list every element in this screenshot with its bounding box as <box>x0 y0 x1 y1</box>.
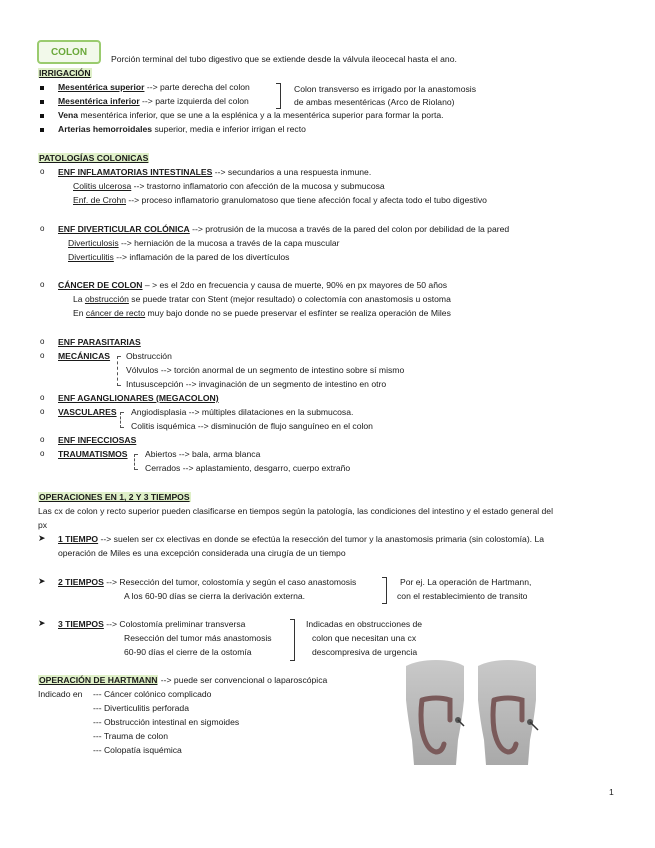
operaciones-intro-2: px <box>38 520 48 530</box>
arrow-bullet-icon: ➤ <box>38 618 46 628</box>
operaciones-heading: OPERACIONES EN 1, 2 Y 3 TIEMPOS <box>39 492 190 502</box>
patologias-heading: PATOLOGÍAS COLONICAS <box>39 153 149 163</box>
irrigacion-item: Mesentérica superior --> parte derecha del colon <box>58 82 250 92</box>
circle-bullet: o <box>40 167 45 176</box>
circle-bullet: o <box>40 407 45 416</box>
mecanicas-item: Intususcepción --> invaginación de un segmento de intestino en otro <box>126 379 387 389</box>
t3-note: Indicadas en obstrucciones de <box>306 619 423 629</box>
torso-left <box>406 660 464 765</box>
hartmann-heading: OPERACIÓN DE HARTMANN --> puede ser convencional o laparoscópica <box>39 675 328 685</box>
t1-line: 1 TIEMPO --> suelen ser cx electivas en donde se efectúa la resección del tumor y la anastomosis primaria (sin colostomía). La <box>58 534 545 544</box>
irrigacion-item: Arterias hemorroidales superior, media e inferior irrigan el recto <box>58 124 306 134</box>
crohn-line: Enf. de Crohn --> proceso inflamatorio granulomatoso que tiene afección focal y afecta todo el tubo digestivo <box>73 195 487 205</box>
bullet <box>40 114 44 118</box>
hartmann-item: --- Obstrucción intestinal en sigmoides <box>93 717 240 727</box>
circle-bullet: o <box>40 449 45 458</box>
title-badge: COLON <box>37 40 101 64</box>
parasitarias-label: ENF PARASITARIAS <box>58 337 141 347</box>
t2-note: con el restablecimiento de transito <box>397 591 528 601</box>
vasculares-item: Colitis isquémica --> disminución de flujo sanguíneo en el colon <box>131 421 373 431</box>
bullet <box>40 128 44 132</box>
operaciones-intro: Las cx de colon y recto superior pueden clasificarse en tiempos según la patología, las condiciones del intestino y el estado general del <box>38 506 553 516</box>
bracket <box>276 83 281 109</box>
mecanicas-item: Obstrucción <box>126 351 172 361</box>
t3-note: descompresiva de urgencia <box>312 647 418 657</box>
div-line: ENF DIVERTICULAR COLÓNICA --> protrusión de la mucosa a través de la pared del colon por debilidad de la pared <box>58 224 510 234</box>
arrow-bullet-icon: ➤ <box>38 576 46 586</box>
cancer-line: CÁNCER DE COLON – > es el 2do en frecuencia y causa de muerte, 90% en px mayores de 50 años <box>58 280 448 290</box>
mecanicas-item: Vólvulos --> torción anormal de un segmento de intestino sobre sí mismo <box>126 365 405 375</box>
diverticulitis-line: Diverticulitis --> inflamación de la pared de los divertículos <box>68 252 290 262</box>
infecciosas-label: ENF INFECCIOSAS <box>58 435 137 445</box>
circle-bullet: o <box>40 351 45 360</box>
hartmann-item: --- Colopatía isquémica <box>93 745 182 755</box>
mecanicas-label: MECÁNICAS <box>58 351 111 361</box>
cancer-line-3: En cáncer de recto muy bajo donde no se puede preservar el esfínter se realiza operación de Miles <box>73 308 451 318</box>
bracket <box>117 356 121 386</box>
arrow-bullet-icon: ➤ <box>38 533 46 543</box>
side-note: Colon transverso es irrigado por la anastomosis <box>294 84 476 94</box>
torso-right <box>478 660 538 765</box>
t3-note: colon que necesitan una cx <box>312 633 417 643</box>
cu-line: Colitis ulcerosa --> trastorno inflamatorio con afección de la mucosa y submucosa <box>73 181 385 191</box>
intro-text: Porción terminal del tubo digestivo que se extiende desde la válvula ileocecal hasta el ano. <box>111 54 457 64</box>
vasculares-item: Angiodisplasia --> múltiples dilataciones en la submucosa. <box>131 407 354 417</box>
circle-bullet: o <box>40 435 45 444</box>
hartmann-item: --- Diverticulitis perforada <box>93 703 189 713</box>
traumatismos-label: TRAUMATISMOS <box>58 449 128 459</box>
irrigacion-item: Vena mesentérica inferior, que se une a la esplénica y a la mesentérica superior para formar la porta. <box>58 110 444 120</box>
circle-bullet: o <box>40 337 45 346</box>
page-number: 1 <box>609 787 614 797</box>
cancer-line-2: La obstrucción se puede tratar con Stent (mejor resultado) o colectomía con anastomosis u ostoma <box>73 294 451 304</box>
circle-bullet: o <box>40 393 45 402</box>
hartmann-item: --- Cáncer colónico complicado <box>93 689 212 699</box>
t1-line-2: operación de Miles es una excepción considerada una cirugía de un tiempo <box>58 548 346 558</box>
bracket <box>120 412 124 428</box>
irrigacion-item: Mesentérica inferior --> parte izquierda del colon <box>58 96 249 106</box>
t2-note: Por ej. La operación de Hartmann, <box>400 577 532 587</box>
vasculares-label: VASCULARES <box>58 407 117 417</box>
circle-bullet: o <box>40 224 45 233</box>
hartmann-illustration <box>398 660 548 765</box>
bullet <box>40 100 44 104</box>
t2-line: 2 TIEMPOS --> Resección del tumor, colostomía y según el caso anastomosis <box>58 577 357 587</box>
diverticulosis-line: Diverticulosis --> herniación de la mucosa a través de la capa muscular <box>68 238 340 248</box>
irrigacion-heading: IRRIGACIÓN <box>39 68 91 78</box>
circle-bullet: o <box>40 280 45 289</box>
t2-line-2: A los 60-90 días se cierra la derivación externa. <box>124 591 306 601</box>
bracket <box>134 454 138 470</box>
traumatismos-item: Abiertos --> bala, arma blanca <box>145 449 261 459</box>
hartmann-item: --- Trauma de colon <box>93 731 168 741</box>
side-note: de ambas mesentéricas (Arco de Riolano) <box>294 97 455 107</box>
bracket <box>382 577 387 604</box>
indicado-label: Indicado en <box>38 689 83 699</box>
eii-line: ENF INFLAMATORIAS INTESTINALES --> secundarios a una respuesta inmune. <box>58 167 372 177</box>
bracket <box>290 619 295 661</box>
t3-line-2: Resección del tumor más anastomosis <box>124 633 272 643</box>
t3-line-3: 60-90 días el cierre de la ostomía <box>124 647 252 657</box>
t3-line: 3 TIEMPOS --> Colostomía preliminar transversa <box>58 619 246 629</box>
traumatismos-item: Cerrados --> aplastamiento, desgarro, cuerpo extraño <box>145 463 351 473</box>
aganglionares-label: ENF AGANGLIONARES (MEGACOLON) <box>58 393 219 403</box>
bullet <box>40 86 44 90</box>
